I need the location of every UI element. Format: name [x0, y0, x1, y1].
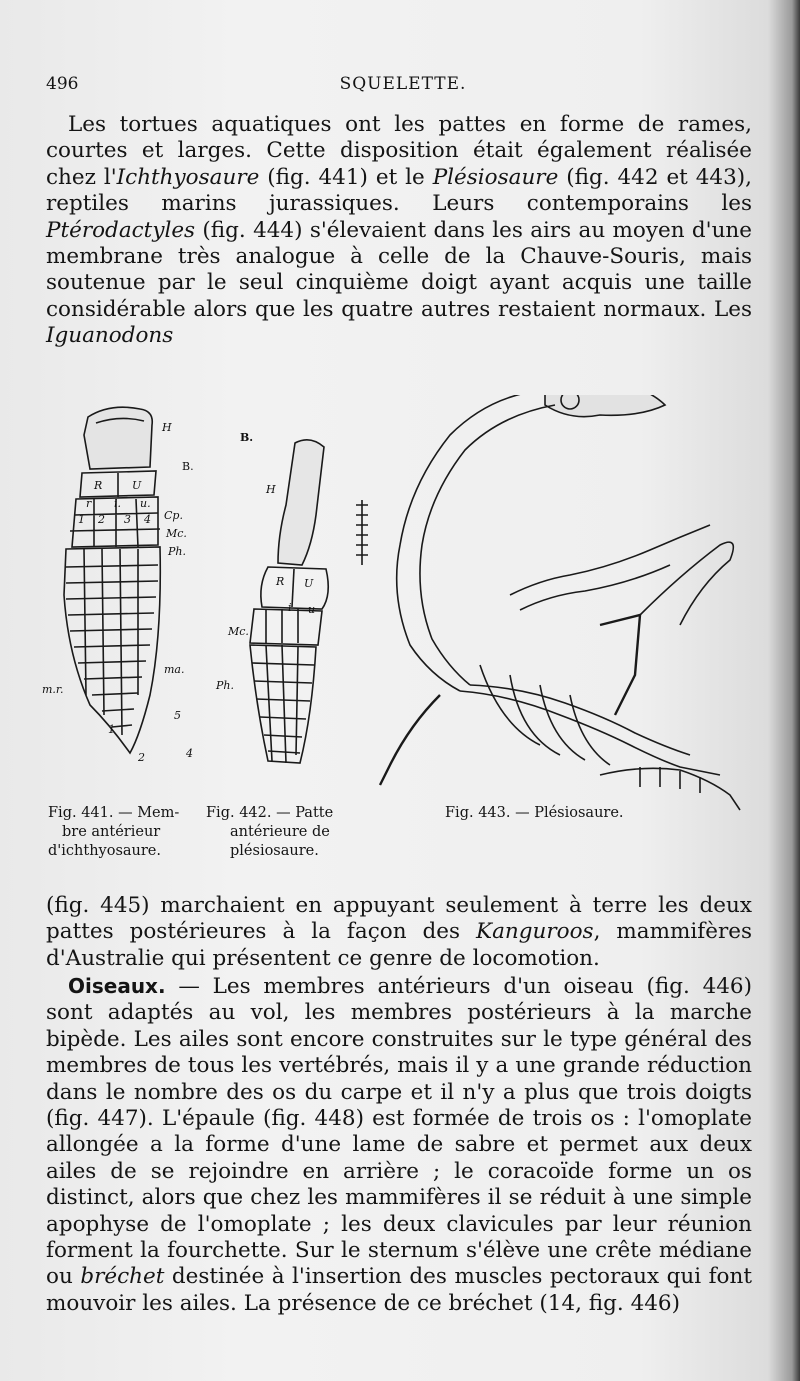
label-441-four-bottom: 4	[186, 747, 193, 760]
label-441-ma: ma.	[164, 663, 185, 676]
italic-term: Ptérodactyles	[46, 217, 196, 243]
caption-fig-443	[445, 804, 685, 823]
label-441-U: U	[132, 479, 142, 492]
label-442-H: H	[266, 483, 276, 496]
scale-bar-drawing	[356, 500, 368, 565]
caption-line: plésiosaure.	[230, 843, 319, 859]
label-441-Cp: Cp.	[164, 509, 183, 522]
italic-term: Kanguroos	[476, 919, 594, 945]
page-header	[46, 74, 760, 100]
caption-line: antérieure de	[230, 824, 330, 840]
page-number: 496	[46, 74, 79, 94]
label-442-i: i	[288, 601, 292, 614]
label-441-r: r	[86, 497, 92, 510]
label-441-B: B.	[182, 460, 194, 473]
figures-block	[40, 395, 760, 815]
italic-term: Ichthyosaure	[116, 164, 260, 190]
label-442-u: u	[308, 603, 316, 616]
text-run: , mammifères d'Australie qui présentent ce genre de locomotion.	[46, 919, 752, 971]
caption-line: d'ichthyosaure.	[48, 843, 161, 859]
paragraph-tortues	[46, 112, 752, 350]
figures-illustration	[40, 395, 760, 815]
paragraph-text	[46, 893, 752, 972]
label-441-2: 2	[98, 513, 105, 526]
running-title: SQUELETTE.	[339, 74, 467, 94]
caption-line: Fig. 442. — Patte	[206, 805, 334, 821]
label-441-two-bottom: 2	[138, 751, 145, 764]
label-441-H: H	[162, 421, 172, 434]
text-run: Les tortues aquatiques ont les pattes en forme de rames, courtes et larges. Cette disposition était également réalisée chez l'	[46, 112, 752, 190]
text-run: (fig. 444) s'élevaient dans les airs au moyen d'une membrane très analogue à celle de la Chauve-Souris, mais soutenue par le seul cinquième doigt ayant acquis une taille considérable alors que les quatre autres restaient normaux. Les	[46, 217, 752, 322]
text-run: (fig. 445) marchaient en appuyant seulement à terre les deux pattes postérieures à la façon des	[46, 893, 752, 945]
caption-fig-442	[206, 804, 346, 861]
italic-term: Plésiosaure	[432, 164, 559, 190]
label-442-R: R	[276, 575, 285, 588]
plesiosaur-skeleton-drawing	[380, 395, 740, 810]
label-442-Mc: Mc.	[228, 625, 249, 638]
section-heading: Oiseaux.	[68, 974, 166, 998]
italic-term: bréchet	[80, 1264, 165, 1290]
label-441-one: 1	[108, 723, 115, 736]
text-run: destinée à l'insertion des muscles pectoraux qui font mouvoir les ailes. La présence de ce bréchet (14, fig. 446)	[46, 1264, 752, 1316]
label-441-Mc: Mc.	[166, 527, 187, 540]
label-442-U: U	[304, 577, 314, 590]
label-441-Ph: Ph.	[168, 545, 186, 558]
text-run: — Les membres antérieurs d'un oiseau (fig. 446) sont adaptés au vol, les membres postérieurs à la marche bipède. Les ailes sont encore construites sur le type général des membres de tous les vertébrés, mais il y a une grande réduction dans le nombre des os du carpe et il n'y a plus que trois doigts (fig. 447). L'épaule (fig. 448) est formée de trois os : l'omoplate allongée a la forme d'une lame de sabre et permet aux deux ailes de se rejoindre en arrière ; le coracoïde forme un os distinct, alors que chez les mammifères il se réduit à une simple apophyse de l'omoplate ; les deux clavicules par leur réunion forment la fourchette. Sur le sternum s'élève une crête médiane ou	[46, 974, 752, 1290]
label-441-five: 5	[174, 709, 181, 722]
text-run: (fig. 442 et 443), reptiles marins jurassiques. Leurs contemporains les	[46, 164, 753, 217]
label-441-mr: m.r.	[42, 683, 64, 696]
ichthyosaur-paddle-drawing	[64, 407, 160, 753]
label-441-R: R	[94, 479, 103, 492]
caption-line: bre antérieur	[62, 824, 161, 840]
paragraph-text	[46, 973, 752, 1317]
label-441-4: 4	[144, 513, 151, 526]
label-441-i: i.	[114, 497, 122, 510]
italic-term: Iguanodons	[46, 323, 174, 349]
paragraph-iguanodons	[46, 893, 752, 972]
label-441-3: 3	[124, 513, 131, 526]
caption-fig-441	[48, 804, 196, 861]
text-run: (fig. 441) et le	[259, 164, 433, 190]
caption-line: Fig. 443. — Plésiosaure.	[445, 805, 624, 821]
label-442-Ph: Ph.	[216, 679, 234, 692]
label-442-B: B.	[240, 431, 254, 444]
label-441-u: u.	[140, 497, 151, 510]
paragraph-oiseaux	[46, 973, 752, 1317]
paragraph-text	[46, 112, 752, 350]
label-441-1: 1	[78, 513, 85, 526]
caption-line: Fig. 441. — Mem-	[48, 805, 180, 821]
